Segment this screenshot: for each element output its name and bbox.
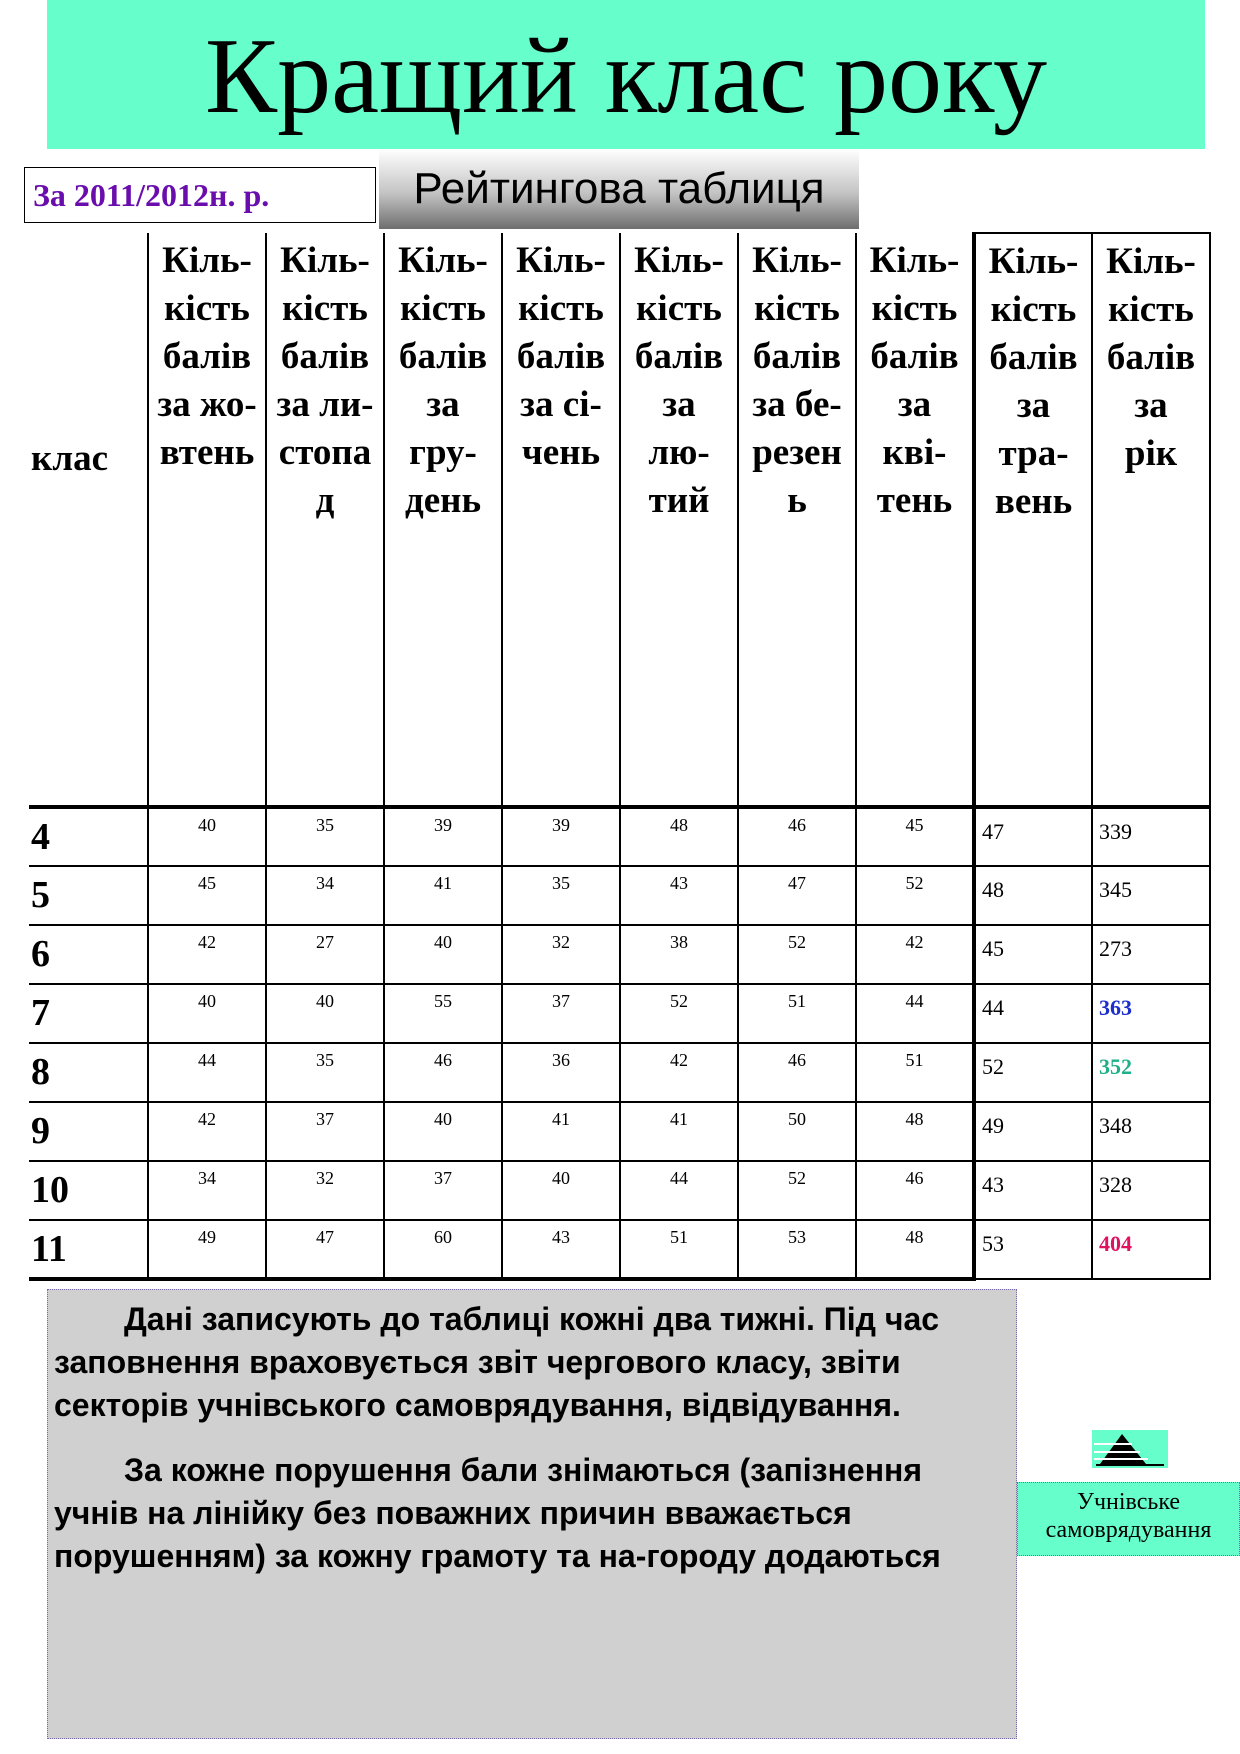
month-score-cell: 32 xyxy=(502,925,620,984)
month-column-header: Кіль- кість балів за тра- вень xyxy=(974,233,1092,807)
month-score-cell: 39 xyxy=(384,807,502,866)
month-score-cell: 36 xyxy=(502,1043,620,1102)
month-score-cell: 44 xyxy=(148,1043,266,1102)
rating-table xyxy=(29,232,1211,1281)
student-government-label xyxy=(1017,1482,1240,1556)
class-number-cell: 10 xyxy=(29,1161,148,1220)
year-total-cell: 348 xyxy=(1092,1102,1210,1161)
month-score-cell: 37 xyxy=(384,1161,502,1220)
table-row xyxy=(29,1102,1210,1161)
month-score-cell: 35 xyxy=(502,866,620,925)
month-score-cell: 45 xyxy=(856,807,974,866)
may-score-cell: 43 xyxy=(974,1161,1092,1220)
month-score-cell: 32 xyxy=(266,1161,384,1220)
month-score-cell: 43 xyxy=(502,1220,620,1279)
year-total-cell: 273 xyxy=(1092,925,1210,984)
month-column-header: Кіль- кість балів за кві- тень xyxy=(856,233,974,807)
month-score-cell: 42 xyxy=(148,1102,266,1161)
class-number-cell: 11 xyxy=(29,1220,148,1279)
month-score-cell: 40 xyxy=(148,984,266,1043)
table-row xyxy=(29,1043,1210,1102)
month-score-cell: 39 xyxy=(502,807,620,866)
month-score-cell: 46 xyxy=(856,1161,974,1220)
month-column-header: Кіль- кість балів за бе- резен ь xyxy=(738,233,856,807)
month-score-cell: 55 xyxy=(384,984,502,1043)
month-score-cell: 48 xyxy=(856,1102,974,1161)
month-score-cell: 48 xyxy=(620,807,738,866)
month-score-cell: 53 xyxy=(738,1220,856,1279)
month-score-cell: 52 xyxy=(738,1161,856,1220)
class-column-header: клас xyxy=(31,438,108,479)
logo-text-line: самоврядування xyxy=(1045,1517,1212,1543)
month-column-header: Кіль- кість балів за гру- день xyxy=(384,233,502,807)
month-score-cell: 47 xyxy=(738,866,856,925)
month-score-cell: 34 xyxy=(266,866,384,925)
month-score-cell: 40 xyxy=(384,925,502,984)
class-number-cell: 7 xyxy=(29,984,148,1043)
month-score-cell: 52 xyxy=(620,984,738,1043)
month-score-cell: 42 xyxy=(148,925,266,984)
table-row xyxy=(29,1220,1210,1279)
may-score-cell: 44 xyxy=(974,984,1092,1043)
page-title: Кращий клас року xyxy=(205,16,1047,136)
month-column-header: Кіль- кість балів за сі- чень xyxy=(502,233,620,807)
month-score-cell: 45 xyxy=(148,866,266,925)
rating-table-header xyxy=(379,149,859,229)
month-score-cell: 46 xyxy=(738,1043,856,1102)
year-total-cell: 328 xyxy=(1092,1161,1210,1220)
may-score-cell: 52 xyxy=(974,1043,1092,1102)
class-number-cell: 4 xyxy=(29,807,148,866)
month-score-cell: 52 xyxy=(738,925,856,984)
class-number-cell: 6 xyxy=(29,925,148,984)
year-total-cell: 404 xyxy=(1092,1220,1210,1279)
month-score-cell: 52 xyxy=(856,866,974,925)
month-score-cell: 40 xyxy=(148,807,266,866)
school-year-label: За 2011/2012н. р. xyxy=(24,167,376,223)
month-score-cell: 27 xyxy=(266,925,384,984)
class-number-cell: 8 xyxy=(29,1043,148,1102)
month-score-cell: 34 xyxy=(148,1161,266,1220)
may-score-cell: 47 xyxy=(974,807,1092,866)
may-score-cell: 53 xyxy=(974,1220,1092,1279)
month-score-cell: 43 xyxy=(620,866,738,925)
month-column-header: Кіль- кість балів за ли- стопа д xyxy=(266,233,384,807)
table-row xyxy=(29,807,1210,866)
month-column-header: Кіль- кість балів за лю- тий xyxy=(620,233,738,807)
year-total-cell: 345 xyxy=(1092,866,1210,925)
month-column-header: Кіль- кість балів за рік xyxy=(1092,233,1210,807)
class-number-cell: 9 xyxy=(29,1102,148,1161)
table-header-row xyxy=(29,233,1210,807)
year-total-cell: 352 xyxy=(1092,1043,1210,1102)
month-score-cell: 46 xyxy=(384,1043,502,1102)
month-score-cell: 35 xyxy=(266,1043,384,1102)
rating-table-title: Рейтингова таблиця xyxy=(413,164,825,213)
month-score-cell: 44 xyxy=(856,984,974,1043)
may-score-cell: 45 xyxy=(974,925,1092,984)
month-score-cell: 41 xyxy=(502,1102,620,1161)
year-total-cell: 363 xyxy=(1092,984,1210,1043)
month-score-cell: 51 xyxy=(856,1043,974,1102)
month-score-cell: 41 xyxy=(384,866,502,925)
table-body xyxy=(29,807,1210,1279)
month-score-cell: 40 xyxy=(266,984,384,1043)
month-score-cell: 37 xyxy=(502,984,620,1043)
month-score-cell: 37 xyxy=(266,1102,384,1161)
month-score-cell: 46 xyxy=(738,807,856,866)
may-score-cell: 49 xyxy=(974,1102,1092,1161)
month-score-cell: 50 xyxy=(738,1102,856,1161)
month-score-cell: 41 xyxy=(620,1102,738,1161)
class-number-cell: 5 xyxy=(29,866,148,925)
month-score-cell: 42 xyxy=(856,925,974,984)
may-score-cell: 48 xyxy=(974,866,1092,925)
month-score-cell: 47 xyxy=(266,1220,384,1279)
month-score-cell: 35 xyxy=(266,807,384,866)
table-row xyxy=(29,925,1210,984)
month-score-cell: 44 xyxy=(620,1161,738,1220)
title-banner xyxy=(47,0,1205,149)
month-column-header: Кіль- кість балів за жо- втень xyxy=(148,233,266,807)
note-box xyxy=(47,1289,1017,1739)
month-score-cell: 48 xyxy=(856,1220,974,1279)
table-row xyxy=(29,866,1210,925)
year-total-cell: 339 xyxy=(1092,807,1210,866)
month-score-cell: 38 xyxy=(620,925,738,984)
pyramid-logo-icon xyxy=(1092,1430,1168,1468)
month-score-cell: 49 xyxy=(148,1220,266,1279)
note-paragraph: За кожне порушення бали знімаються (запізнення учнів на лінійку без поважних причин вважається порушенням) за кожну грамоту та на-городу додаються xyxy=(54,1452,941,1574)
month-score-cell: 60 xyxy=(384,1220,502,1279)
table-row xyxy=(29,984,1210,1043)
month-score-cell: 51 xyxy=(620,1220,738,1279)
table-row xyxy=(29,1161,1210,1220)
month-score-cell: 40 xyxy=(384,1102,502,1161)
month-score-cell: 42 xyxy=(620,1043,738,1102)
logo-text-line: Учнівське xyxy=(1076,1489,1181,1515)
month-score-cell: 40 xyxy=(502,1161,620,1220)
note-paragraph: Дані записують до таблиці кожні два тижні. Під час заповнення враховується звіт чергового класу, звіти секторів учнівського самоврядування, відвідування. xyxy=(54,1301,940,1423)
month-score-cell: 51 xyxy=(738,984,856,1043)
